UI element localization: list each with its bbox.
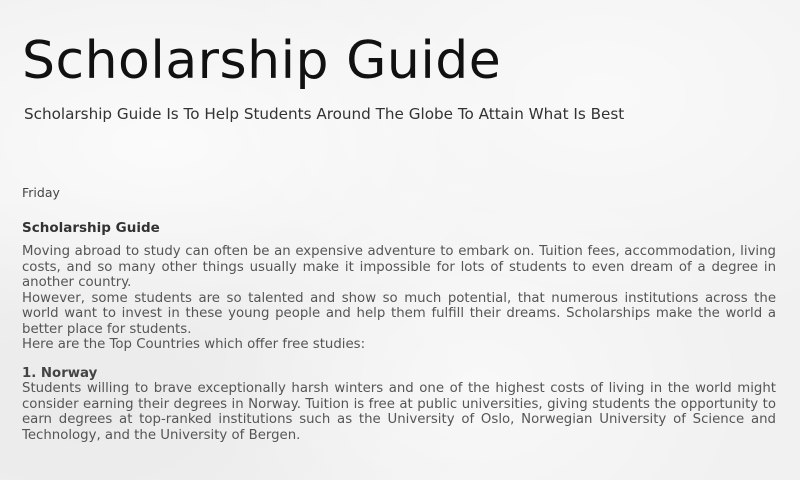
post-paragraph-however: However, some students are so talented and show so much potential, that numerous institutions across the world want to invest in these young people and help them fulfill their dreams. Scholarships make the world a better place for students. [22, 290, 776, 337]
section-text-norway: Students willing to brave exceptionally harsh winters and one of the highest costs of living in the world might consider earning their degrees in Norway. Tuition is free at public universities, giving students the opportunity to earn degrees at top-ranked institutions such as the University of Oslo, Norwegian University of Science and Technology, and the University of Bergen. [22, 381, 776, 443]
post-title[interactable]: Scholarship Guide [22, 220, 160, 236]
paragraph-gap [22, 353, 776, 366]
post [22, 184, 776, 443]
post-date: Friday [22, 185, 60, 200]
post-paragraph-list-intro: Here are the Top Countries which offer free studies: [22, 337, 366, 352]
site-tagline: Scholarship Guide Is To Help Students Around The Globe To Attain What Is Best [24, 105, 625, 123]
post-body [22, 244, 776, 443]
site-title[interactable]: Scholarship Guide [22, 31, 502, 91]
post-paragraph-intro: Moving abroad to study can often be an expensive adventure to embark on. Tuition fees, accommodation, living costs, and so many other things usually make it impossible for lots of students to even dream of a degree in another country. [22, 244, 776, 290]
section-heading-norway: 1. Norway [22, 365, 98, 381]
